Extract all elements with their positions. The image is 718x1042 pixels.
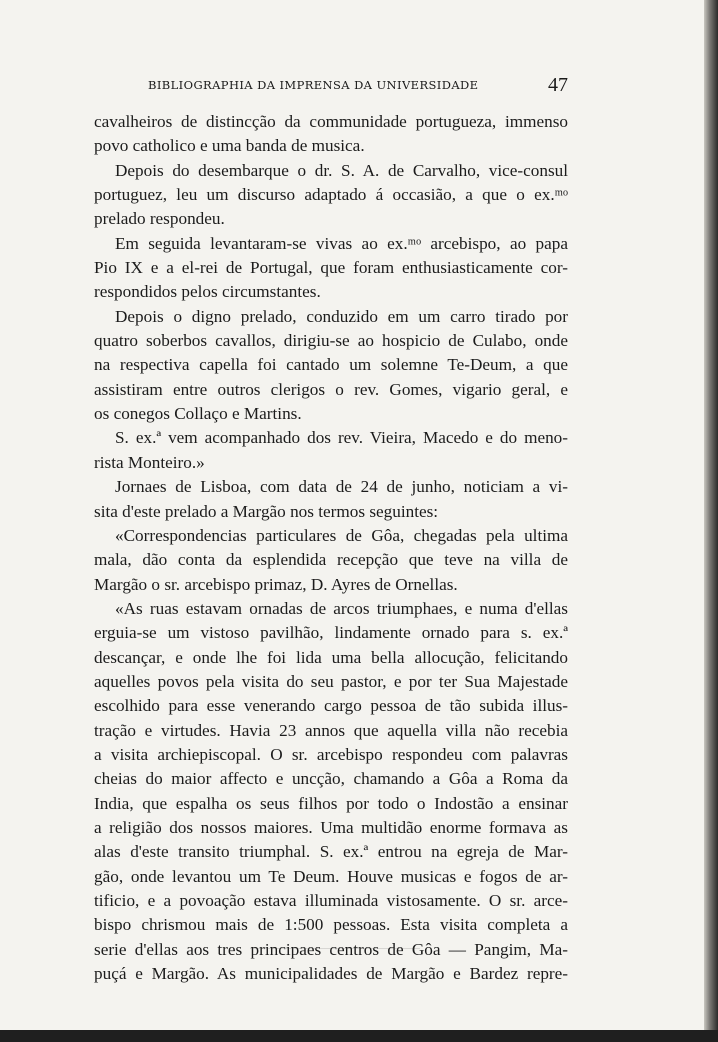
- text-line: cheias do maior affecto e uncção, chamando a Gôa a Roma da: [94, 769, 568, 789]
- text-line: alas d'este transito triumphal. S. ex.ª entrou na egreja de Mar-: [94, 842, 568, 862]
- text-line: quatro soberbos cavallos, dirigiu-se ao hospicio de Culabo, onde: [94, 331, 568, 351]
- text-line: cavalheiros de distincção da communidade portugueza, immenso: [94, 112, 568, 131]
- text-line: aquelles povos pela visita do seu pastor, e por ter Sua Majestade: [94, 671, 568, 691]
- text-line: tificio, e a povoação estava illuminada vistosamente. O sr. arce-: [94, 891, 568, 910]
- text-line: rista Monteiro.»: [94, 452, 205, 472]
- running-title: BIBLIOGRAPHIA DA IMPRENSA DA UNIVERSIDADE: [148, 78, 479, 92]
- text-line: a religião dos nossos maiores. Uma multidão enorme formava as: [94, 817, 568, 837]
- text-line: «As ruas estavam ornadas de arcos triumphaes, e numa d'ellas: [115, 598, 568, 618]
- text-line: tração e virtudes. Havia 23 annos que aquella villa não recebia: [94, 720, 568, 740]
- page-number: 47: [548, 74, 568, 96]
- text-line: serie d'ellas aos tres principaes centros de Gôa — Pangim, Ma-: [94, 939, 568, 959]
- page-edge-bottom: [0, 1030, 718, 1042]
- page-edge-right: [704, 0, 718, 1042]
- text-line: povo catholico e uma banda de musica.: [94, 136, 365, 156]
- text-line: mala, dão conta da esplendida recepção que teve na villa de: [94, 550, 568, 570]
- print-smudge: [250, 948, 420, 959]
- text-line: India, que espalha os seus filhos por todo o Indostão a ensinar: [94, 793, 568, 813]
- text-line: na respectiva capella foi cantado um solemne Te-Deum, a que: [94, 355, 568, 375]
- text-line: «Correspondencias particulares de Gôa, chegadas pela ultima: [115, 525, 568, 545]
- text-line: a visita archiepiscopal. O sr. arcebispo respondeu com palavras: [94, 744, 568, 764]
- text-line: respondidos pelos circumstantes.: [94, 282, 321, 302]
- text-line: escolhido para esse venerando cargo pessoa de tão subida illus-: [94, 696, 568, 716]
- text-line: portuguez, leu um discurso adaptado á occasião, a que o ex.ᵐᵒ: [94, 185, 568, 205]
- text-line: Depois o digno prelado, conduzido em um carro tirado por: [115, 306, 568, 326]
- text-line: descançar, e onde lhe foi lida uma bella allocução, felicitando: [94, 647, 568, 667]
- text-line: Margão o sr. arcebispo primaz, D. Ayres de Ornellas.: [94, 574, 458, 594]
- body-text: [94, 110, 568, 986]
- text-line: os conegos Collaço e Martins.: [94, 404, 302, 424]
- text-line: S. ex.ª vem acompanhado dos rev. Vieira, Macedo e do meno-: [115, 428, 568, 448]
- text-line: gão, onde levantou um Te Deum. Houve musicas e fogos de ar-: [94, 866, 568, 886]
- text-line: Pio IX e a el-rei de Portugal, que foram enthusiasticamente cor-: [94, 258, 568, 278]
- text-line: sita d'este prelado a Margão nos termos seguintes:: [94, 501, 439, 521]
- text-line: Depois do desembarque o dr. S. A. de Carvalho, vice-consul: [115, 160, 568, 180]
- text-line: puçá e Margão. As municipalidades de Margão e Bardez repre-: [94, 964, 568, 984]
- text-line: bispo chrismou mais de 1:500 pessoas. Esta visita completa a: [94, 915, 568, 935]
- text-line: prelado respondeu.: [94, 209, 225, 229]
- text-line: assistiram entre outros clerigos o rev. Gomes, vigario geral, e: [94, 379, 568, 399]
- text-line: Em seguida levantaram-se vivas ao ex.ᵐᵒ arcebispo, ao papa: [115, 233, 568, 253]
- text-line: Jornaes de Lisboa, com data de 24 de junho, noticiam a vi-: [115, 477, 568, 497]
- page-header: [94, 74, 568, 102]
- text-line: erguia-se um vistoso pavilhão, lindamente ornado para s. ex.ª: [94, 623, 568, 643]
